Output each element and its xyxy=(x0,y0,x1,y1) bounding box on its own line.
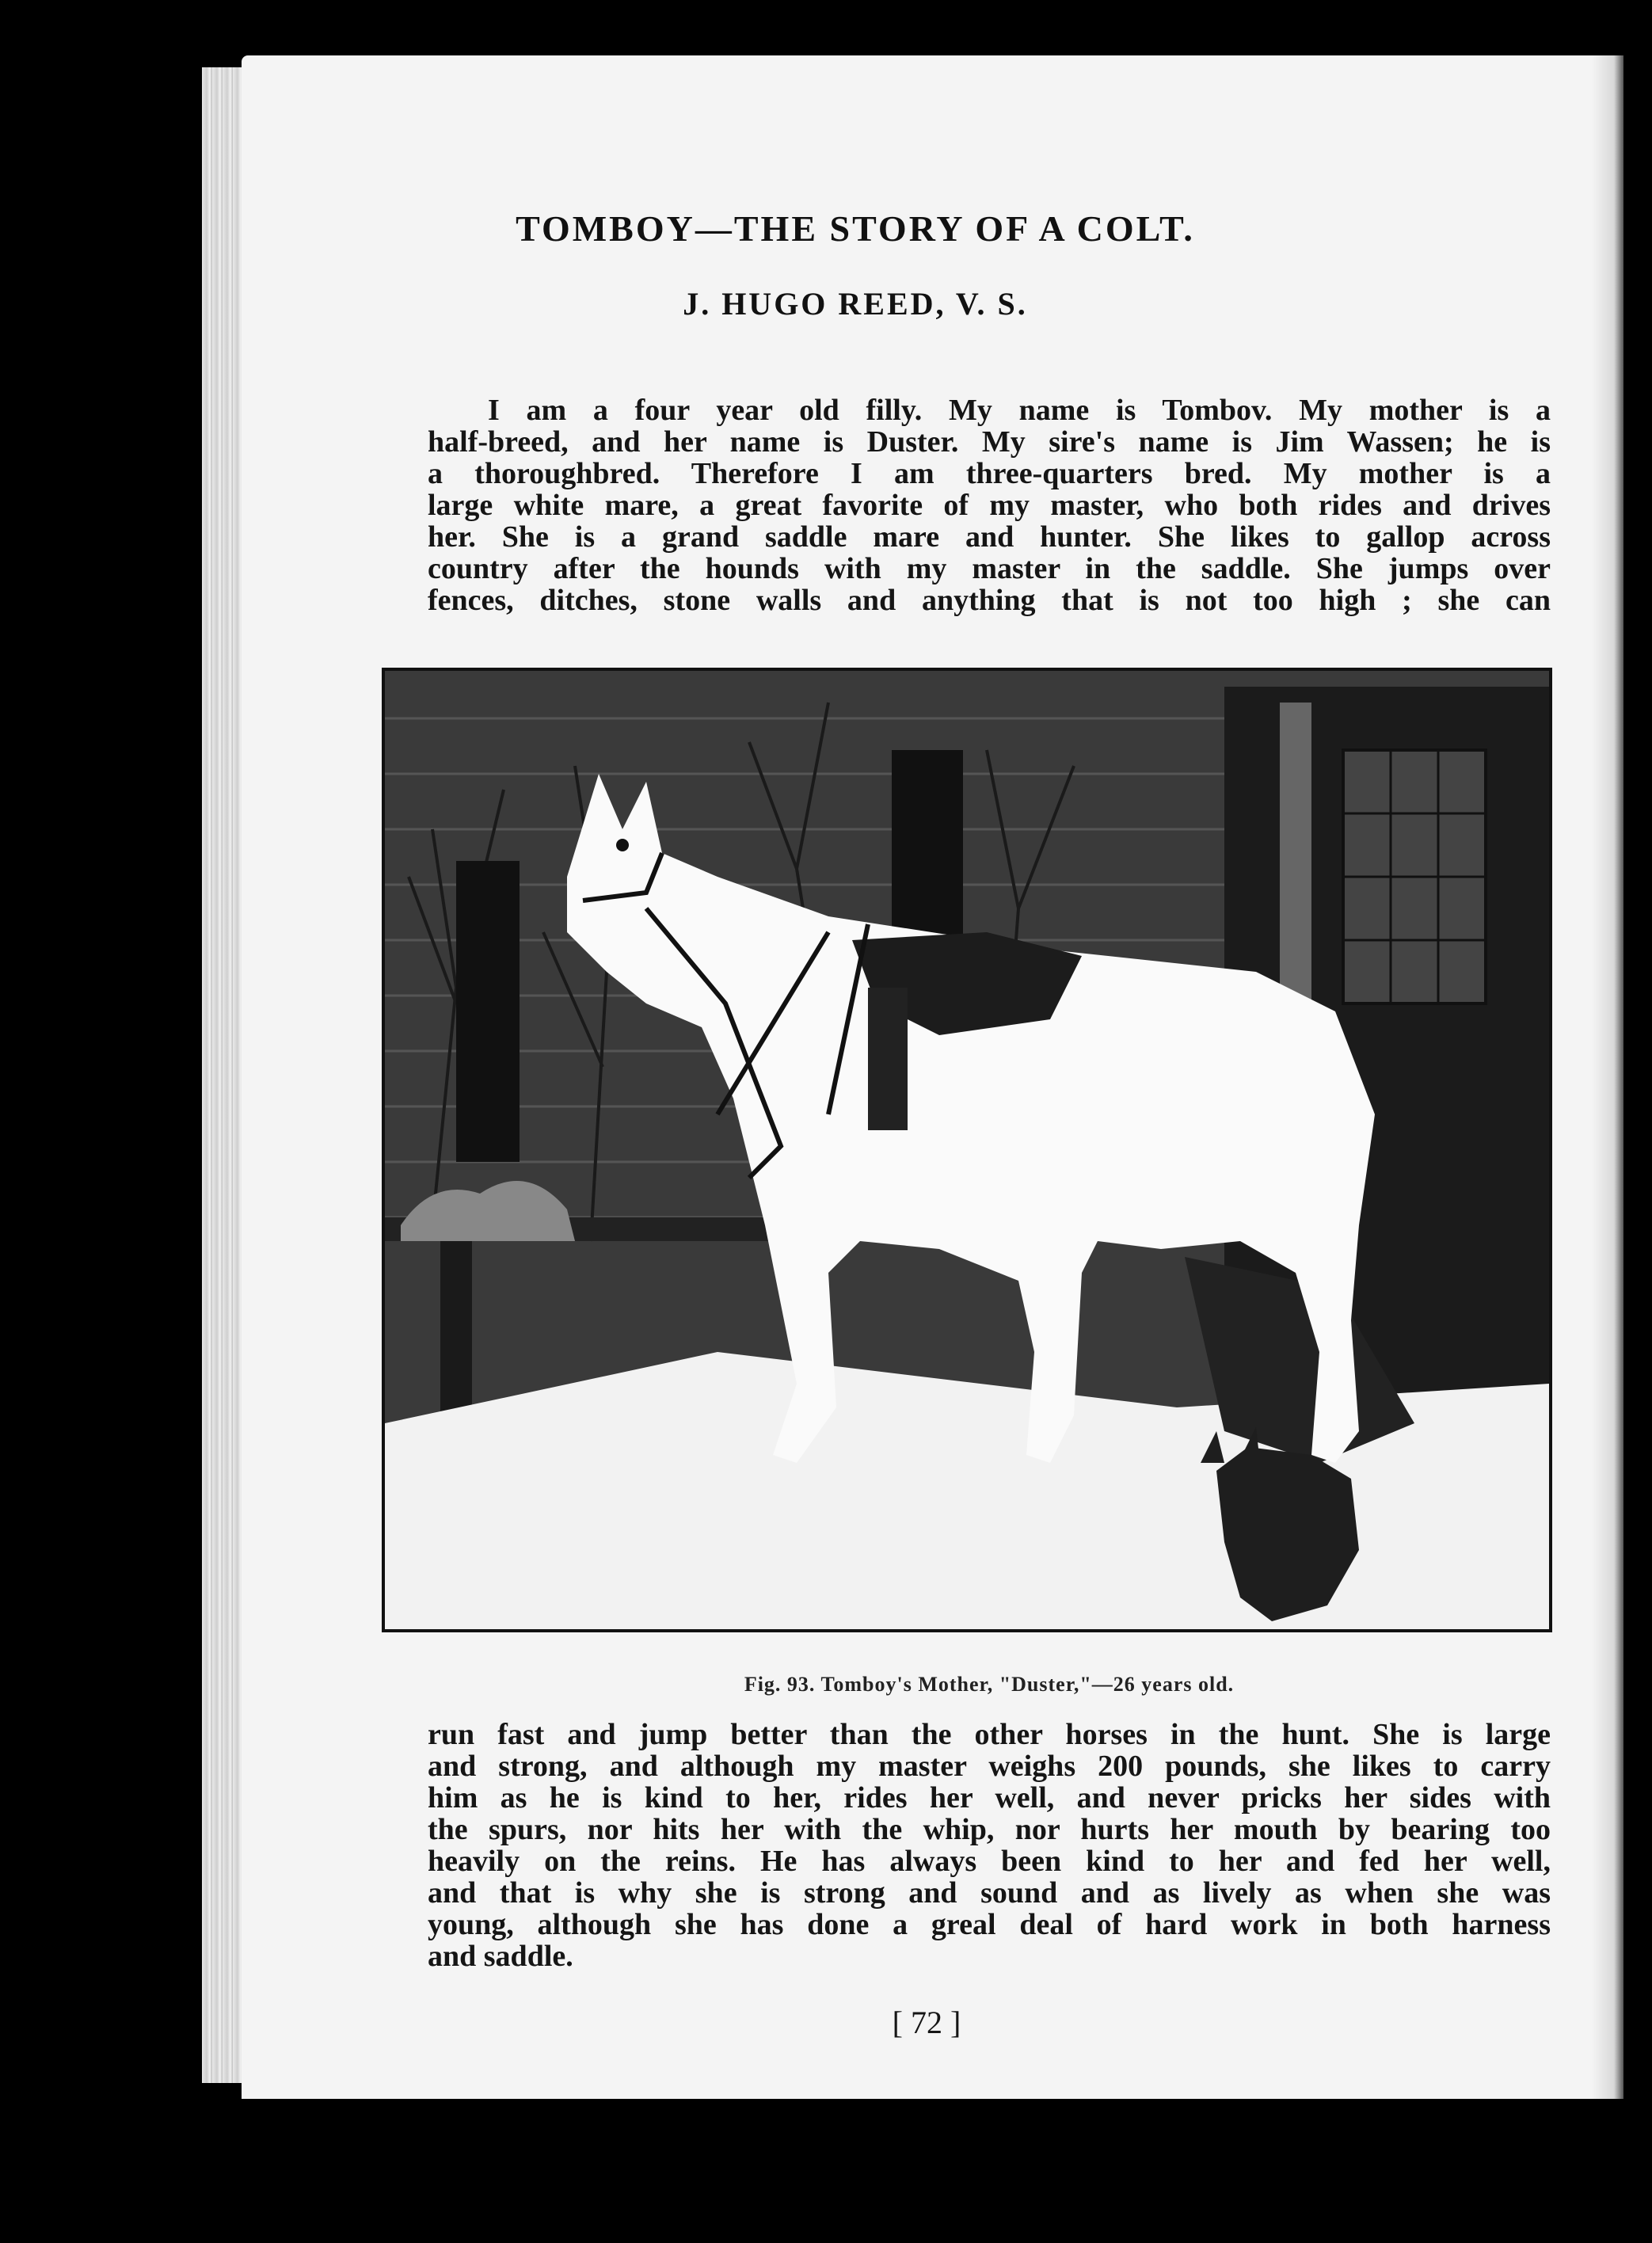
text-line: run fast and jump better than the other horses in the hunt. She is large xyxy=(428,1718,1551,1751)
article-author: J. HUGO REED, V. S. xyxy=(683,286,1028,322)
horse-photo-illustration xyxy=(385,671,1549,1629)
text-line: him as he is kind to her, rides her well, and never pricks her sides with xyxy=(428,1781,1551,1815)
text-line: and strong, and although my master weighs 200 pounds, she likes to carry xyxy=(428,1750,1551,1783)
page-number: [ 72 ] xyxy=(892,2005,961,2040)
figure-caption: Fig. 93. Tomboy's Mother, "Duster,"—26 years old. xyxy=(744,1673,1235,1696)
figure-photo-horse xyxy=(382,668,1552,1632)
text-line: a thoroughbred. Therefore I am three-quarters bred. My mother is a xyxy=(428,457,1551,490)
text-line: country after the hounds with my master in the saddle. She jumps over xyxy=(428,552,1551,585)
text-line: young, although she has done a greal deal of hard work in both harness xyxy=(428,1908,1551,1941)
text-line: the spurs, nor hits her with the whip, nor hurts her mouth by bearing too xyxy=(428,1813,1551,1846)
paragraph-1 xyxy=(428,394,1551,616)
paragraph-2 xyxy=(428,1719,1551,1972)
text-line: heavily on the reins. He has always been kind to her and fed her well, xyxy=(428,1845,1551,1878)
text-line: her. She is a grand saddle mare and hunter. She likes to gallop across xyxy=(428,520,1551,554)
text-line: and that is why she is strong and sound and as lively as when she was xyxy=(428,1876,1551,1910)
text-line: I am a four year old filly. My name is Tombov. My mother is a xyxy=(488,394,1551,427)
page-gutter-shadow xyxy=(1592,55,1623,2099)
text-line: and saddle. xyxy=(428,1940,573,1973)
article-title: TOMBOY—THE STORY OF A COLT. xyxy=(516,208,1195,249)
text-line: large white mare, a great favorite of my master, who both rides and drives xyxy=(428,489,1551,522)
text-line: fences, ditches, stone walls and anything that is not too high ; she can xyxy=(428,584,1551,617)
text-line: half-breed, and her name is Duster. My sire's name is Jim Wassen; he is xyxy=(428,425,1551,459)
